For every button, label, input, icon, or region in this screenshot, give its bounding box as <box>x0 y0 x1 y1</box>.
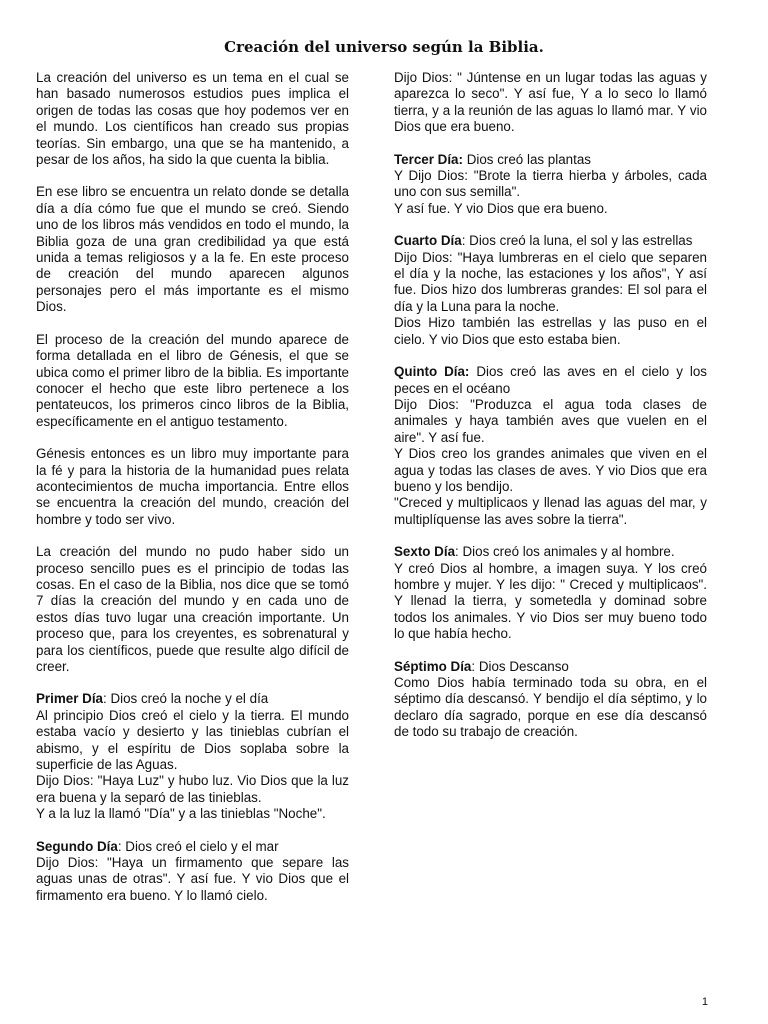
day-3-text: Y Dijo Dios: "Brote la tierra hierba y árboles, cada uno con sus semilla". <box>394 168 707 200</box>
day-5-heading <box>394 364 707 397</box>
intro-paragraph-1: La creación del universo es un tema en el cual se han basado numerosos estudios pues implica el origen de todas las cosas que hoy podemos ver en el mundo. Los científicos han creado sus propias teorías. Sin embargo, una que se ha mantenido, a pesar de los años, ha sido la que cuenta la biblia. <box>36 70 349 168</box>
day-2-heading <box>36 839 349 855</box>
day-3-text: Y así fue. Y vio Dios que era bueno. <box>394 200 608 216</box>
day-3-section <box>394 152 707 218</box>
day-1-text: Al principio Dios creó el cielo y la tierra. El mundo estaba vacío y desierto y las tinieblas cubrían el abismo, y el espíritu de Dios soplaba sobre la superficie de las Aguas. <box>36 707 349 773</box>
day-6-summary: : Dios creó los animales y al hombre. <box>455 544 675 560</box>
day-5-label: Quinto Día: <box>394 364 470 380</box>
day-6-heading <box>394 544 707 560</box>
day-1-section <box>36 691 349 822</box>
day-5-summary: Dios creó las aves en el cielo y los peces en el océano <box>394 364 707 396</box>
day-4-label: Cuarto Día <box>394 233 462 249</box>
day-6-section <box>394 544 707 642</box>
day-2-text: Dijo Dios: "Haya un firmamento que separe las aguas unas de otras". Y así fue. Y vio Dios que el firmamento era bueno. Y lo llamó cielo. <box>36 855 349 903</box>
day-7-heading <box>394 659 707 675</box>
intro-paragraph-2: En ese libro se encuentra un relato donde se detalla día a día cómo fue que el mundo se creó. Siendo uno de los libros más vendidos en todo el mundo, la Biblia goza de una gran credibilidad ya que está unida a temas religiosos y a la fe. En este proceso de creación del mundo aparecen algunos personajes pero el más importante es el mismo Dios. <box>36 184 349 315</box>
day-3-heading <box>394 152 707 168</box>
day-2-section <box>36 839 349 905</box>
day-7-section <box>394 659 707 741</box>
day-1-text: Dijo Dios: "Haya Luz" y hubo luz. Vio Dios que la luz era buena y la separó de las tinieblas. <box>36 773 349 805</box>
day-2-summary: : Dios creó el cielo y el mar <box>117 838 279 854</box>
day-1-label: Primer Día <box>36 691 103 707</box>
day-5-text: Y Dios creo los grandes animales que viven en el agua y todas las clases de aves. Y vio Dios que era bueno y los bendijo. <box>394 446 707 494</box>
day-4-text: Dijo Dios: "Haya lumbreras en el cielo que separen el día y la noche, las estaciones y los años", Y así fue. Dios hizo dos lumbreras grandes: El sol para el día y la Luna para la noche. <box>394 249 707 314</box>
intro-paragraph-4: Génesis entonces es un libro muy importante para la fé y para la historia de la humanidad pues relata acontecimientos de mucha importancia. Entre ellos se encuentra la creación del mundo, creación del hombre y todo ser vivo. <box>36 446 349 527</box>
day-5-text: Dijo Dios: "Produzca el agua toda clases de animales y haya también aves que vuelen en el aire". Y así fue. <box>394 396 707 445</box>
intro-paragraph-5: La creación del mundo no pudo haber sido un proceso sencillo pues es el principio de todas las cosas. En el caso de la Biblia, nos dice que se tomó 7 días la creación del mundo y en cada uno de estos días tuvo lugar una creación importante. Un proceso que, para los creyentes, es sobrenatural y para los científicos, puede que resulte algo difícil de creer. <box>36 544 349 674</box>
day-1-text: Y a la luz la llamó "Día" y a las tinieblas "Noche". <box>36 806 326 822</box>
day-4-summary: : Dios creó la luna, el sol y las estrellas <box>461 233 693 249</box>
day-6-text: Y creó Dios al hombre, a imagen suya. Y los creó hombre y mujer. Y les dijo: " Creced y multiplicaos". Y llenad la tierra, y sometedla y dominad sobre todos los animales. Y vio Dios ser muy bueno todo lo que había hecho. <box>394 560 707 642</box>
day-5-text: "Creced y multiplicaos y llenad las aguas del mar, y multiplíquense las aves sobre la tierra". <box>394 495 707 527</box>
day-7-text: Como Dios había terminado toda su obra, en el séptimo día descansó. Y bendijo el día séptimo, y lo declaro día sagrado, porque en ese día descansó de todo su trabajo de creación. <box>394 675 707 740</box>
day-3-summary: Dios creó las plantas <box>462 151 591 167</box>
day-4-section <box>394 233 707 348</box>
day-4-heading <box>394 233 707 249</box>
day-4-text: Dios Hizo también las estrellas y las puso en el cielo. Y vio Dios que esto estaba bien. <box>394 315 707 347</box>
document-title: Creación del universo según la Biblia. <box>224 38 544 56</box>
day-2-continuation: Dijo Dios: " Júntense en un lugar todas las aguas y aparezca lo seco". Y así fue, Y a lo seco lo llamó tierra, y a la reunión de las aguas lo llamó mar. Y vio Dios que era bueno. <box>394 70 707 135</box>
left-column <box>36 70 349 920</box>
day-1-heading <box>36 691 349 707</box>
day-5-section <box>394 364 707 528</box>
day-6-label: Sexto Día <box>394 544 456 560</box>
intro-paragraph-3: El proceso de la creación del mundo aparece de forma detallada en el libro de Génesis, el que se ubica como el primer libro de la biblia. Es importante conocer el hecho que este libro pertenece a los pentateucos, los primeros cinco libros de la Biblia, específicamente en el antiguo testamento. <box>36 331 349 429</box>
page-number: 1 <box>701 996 708 1008</box>
day-3-label: Tercer Día: <box>394 151 463 167</box>
day-2-label: Segundo Día <box>36 838 118 854</box>
right-column <box>394 70 707 757</box>
day-1-summary: : Dios creó la noche y el día <box>103 691 269 707</box>
day-7-label: Séptimo Día <box>394 658 472 674</box>
day-7-summary: : Dios Descanso <box>471 658 569 674</box>
